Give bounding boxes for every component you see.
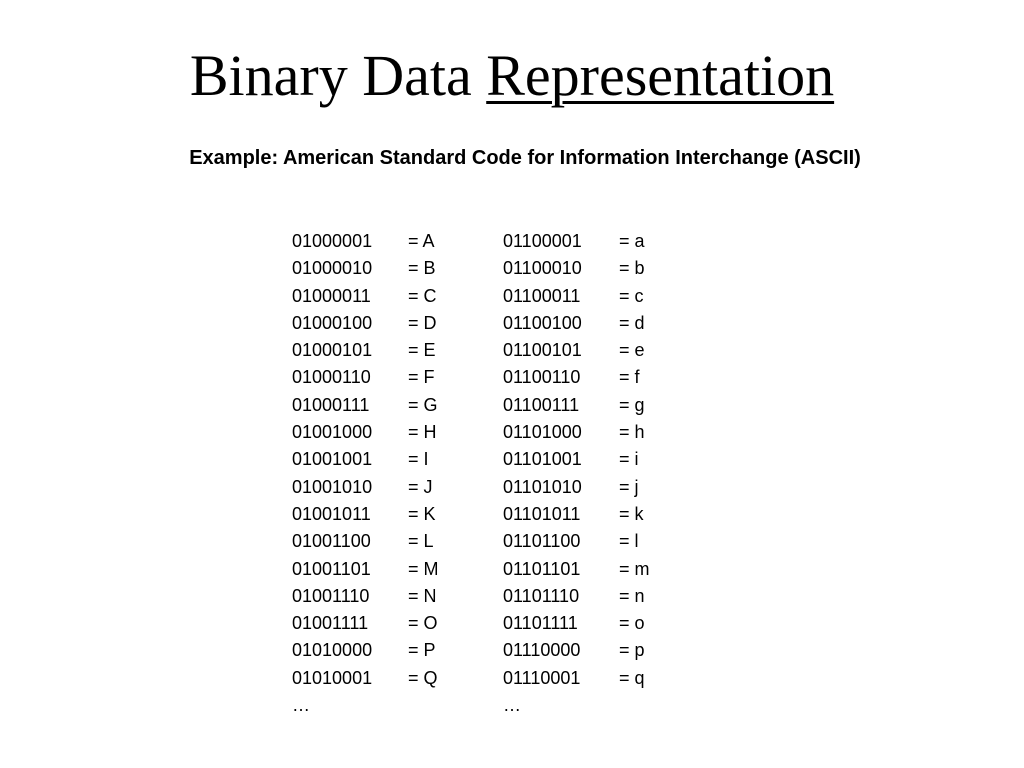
lowercase-binary-code: 01101011 [503, 503, 581, 524]
lowercase-binary-code: 01100001 [503, 231, 582, 251]
uppercase-character: = E [408, 340, 436, 361]
lowercase-character: = f [619, 367, 640, 388]
lowercase-character: = l [619, 531, 639, 552]
uppercase-character: = P [408, 640, 436, 661]
uppercase-character: = H [408, 422, 437, 443]
lowercase-binary-code: 01101001 [503, 449, 582, 470]
slide-title [0, 40, 1024, 112]
slide-title-text: Binary Data [189, 43, 472, 108]
lowercase-binary-code: … [503, 695, 521, 716]
lowercase-binary-code: 01101101 [503, 558, 581, 579]
lowercase-character: = i [619, 449, 639, 470]
uppercase-binary-code: 01010001 [292, 667, 373, 688]
lowercase-binary-code: 01101010 [503, 476, 582, 497]
uppercase-binary-code: 01000001 [292, 231, 373, 251]
uppercase-binary-code: 01000101 [292, 340, 373, 361]
lowercase-character: = j [619, 476, 639, 497]
uppercase-binary-code: 01001010 [292, 476, 373, 497]
lowercase-binary-code: 01100110 [503, 367, 581, 388]
lowercase-binary-code: 01100111 [503, 394, 580, 415]
lowercase-character: = c [619, 285, 644, 306]
uppercase-binary-code: 01001110 [292, 585, 370, 606]
uppercase-character: = O [408, 613, 438, 634]
lowercase-character: = n [619, 585, 645, 606]
uppercase-binary-code: 01001101 [292, 558, 371, 579]
lowercase-character: = q [619, 667, 645, 688]
uppercase-binary-code: 01000111 [292, 394, 370, 415]
uppercase-binary-code: 01001011 [292, 503, 371, 524]
lowercase-character: = g [619, 394, 645, 415]
lowercase-binary-code: 01100011 [503, 285, 581, 306]
uppercase-character: = C [408, 285, 437, 306]
uppercase-character: = J [408, 476, 433, 497]
lowercase-character: = h [619, 422, 645, 443]
slide-subtitle: Example: American Standard Code for Information Interchange (ASCII) [189, 147, 861, 169]
uppercase-binary-code: 01000011 [292, 285, 371, 306]
lowercase-binary-code: 01110001 [503, 667, 581, 688]
uppercase-character: = N [408, 585, 437, 606]
uppercase-character: = B [408, 258, 436, 279]
uppercase-binary-code: 01001000 [292, 422, 373, 443]
slide-title-underlined-text: Representation [486, 43, 835, 108]
uppercase-character: = G [408, 394, 438, 415]
uppercase-character: = I [408, 449, 429, 470]
lowercase-binary-code: 01100010 [503, 258, 582, 279]
uppercase-binary-code: 01001111 [292, 613, 369, 634]
uppercase-binary-code: 01001001 [292, 449, 373, 470]
uppercase-character: = K [408, 503, 436, 524]
uppercase-binary-code: 01001100 [292, 531, 371, 552]
lowercase-character: = a [619, 231, 645, 251]
uppercase-character: = L [408, 531, 434, 552]
uppercase-binary-code: 01000110 [292, 367, 371, 388]
lowercase-character: = o [619, 613, 645, 634]
lowercase-character: = m [619, 558, 650, 579]
uppercase-binary-code: 01000010 [292, 258, 373, 279]
uppercase-character: = Q [408, 667, 438, 688]
lowercase-character: = k [619, 503, 644, 524]
lowercase-character: = d [619, 312, 645, 333]
lowercase-character: = p [619, 640, 645, 661]
lowercase-character: = e [619, 340, 645, 361]
lowercase-character: = b [619, 258, 645, 279]
uppercase-binary-code: … [292, 695, 310, 716]
uppercase-character: = M [408, 558, 439, 579]
lowercase-binary-code: 01101100 [503, 531, 581, 552]
uppercase-binary-code: 01000100 [292, 312, 373, 333]
lowercase-binary-code: 01110000 [503, 640, 581, 661]
uppercase-character: = F [408, 367, 435, 388]
lowercase-binary-code: 01100101 [503, 340, 582, 361]
lowercase-binary-code: 01101110 [503, 585, 580, 606]
uppercase-character: = A [408, 231, 435, 251]
lowercase-binary-code: 01100100 [503, 312, 582, 333]
uppercase-character: = D [408, 312, 437, 333]
lowercase-binary-code: 01101000 [503, 422, 582, 443]
uppercase-binary-code: 01010000 [292, 640, 373, 661]
lowercase-binary-code: 01101111 [503, 613, 578, 634]
